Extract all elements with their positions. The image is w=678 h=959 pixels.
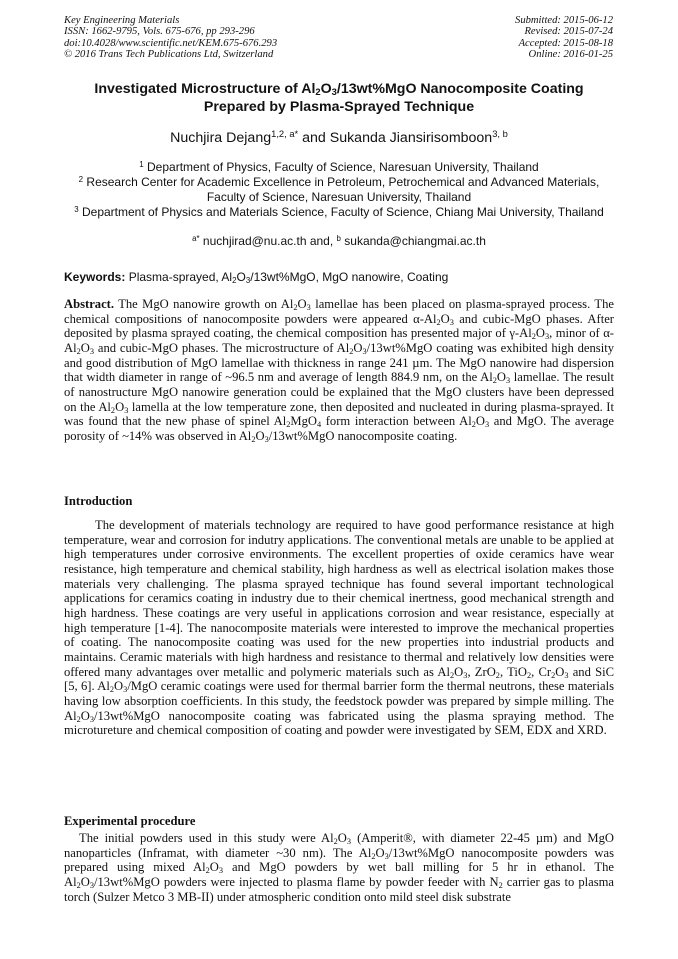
- experimental-heading: Experimental procedure: [64, 814, 196, 828]
- author-1: Nuchjira Dejang: [170, 130, 272, 146]
- author-list: Nuchjira Dejang$^{1,2, a*}$ and Sukanda Jiansirisomboon$^{3, b}$: [170, 129, 508, 146]
- online-date: Online: 2016-01-25: [528, 48, 613, 60]
- publication-dates: [515, 15, 613, 60]
- abstract-label: Abstract.: [64, 297, 115, 311]
- journal-info: [64, 15, 277, 60]
- accepted-date: Accepted: 2015-08-18: [518, 37, 613, 49]
- keywords-label: Keywords:: [64, 270, 126, 284]
- keywords: Keywords: Plasma-sprayed, $Al_2O_3/13wt\%MgO$, MgO nanowire, Coating: [64, 270, 449, 285]
- introduction-heading: Introduction: [64, 494, 133, 508]
- journal-name: Key Engineering Materials: [64, 15, 180, 26]
- revised-date: Revised: 2015-07-24: [524, 26, 613, 38]
- issn: ISSN: 1662-9795, Vols. 675-676, pp 293-296: [64, 26, 255, 38]
- email-b: sukanda@chiangmai.ac.th: [340, 234, 486, 248]
- paper-title: Investigated Microstructure of $Al_2O_3/13wt\%MgO$ Nanocomposite Coating Prepared by Plasma-Sprayed Technique: [94, 81, 584, 115]
- affiliation-2: $^2$ Research Center for Academic Excellence in Petroleum, Petrochemical and Advanced Materials, Faculty of Science, Naresuan University, Thailand: [78, 175, 600, 205]
- abstract: Abstract. The MgO nanowire growth on $Al_2O_3$ lamellae has been placed on plasma-sprayed process. The chemical compositions of nanocomposite powders were appeared $\alpha-Al_2O_3$ and cubic-MgO phases. After deposited by plasma sprayed coating, the chemical composition has presented major of $\gamma-Al_2O_3$, minor of $\alpha-Al_2O_3$ and cubic-MgO phases. The microstructure of $Al_2O_3/13wt\%MgO$ coating was exhibited high density and good distribution of MgO lamellae with thickness in range 241 µm. The MgO nanowire had dispersion that width diameter in range of ~96.5 nm and average of length 884.9 nm, on the $Al_2O_3$ lamellae. The result of nanostructure MgO nanowire generation could be explained that the MgO clusters have been depressed on the $Al_2O_3$ lamella at the low temperature zone, then deposited and nucleated in during plasma-sprayed. It was found that the new phase of spinel $Al_2MgO_4$ form interaction between $Al_2O_3$ and MgO. The average porosity of ~14% was observed in $Al_2O_3/13wt\%MgO$ nanocomposite coating.: [64, 297, 615, 444]
- introduction-paragraph: The development of materials technology are required to have good performance resistance at high temperature, wear and corrosion for indutry applications. The conventional metals are unable to be applied at high temperatures under corrosive environments. The excellent properties of oxide ceramics have wear resistance, high temperature and chemical stability, high hardness as well as electrical isolation makes those materials very challenging. The plasma sprayed technique has found several important technological applications for ceramics coating in industry due to their chemical inertness, good mechanical strength and high hardness. These coatings are very useful in applications corrosion and wear resistance, especially at high temperature [1-4]. The nanocomposite materials were interested to improve the mechanical properties of coating. The nanocomposite coating was used for the new properties into industrial products and maintains. Ceramic materials with high hardness and resistance to thermal and relatively low densities were offered many advantages over metallic and polymeric materials such as $Al_2O_3$, ZrO$_2$, TiO$_2$, $Cr_2O_3$ and SiC [5, 6]. $Al_2O_3$/MgO ceramic coatings were used for thermal barrier form the thermal neutrons, these materials having low absorption coefficients. In this study, the feedstock powder was prepared by simple milling. The $Al_2O_3/13wt\%MgO$ nanocomposite coating was fabricated using the plasma spraying method. The microtureture and chemical composition of coating and powder were investigated by SEM, EDX and XRD.: [64, 518, 615, 738]
- author-2: Sukanda Jiansirisomboon: [329, 130, 493, 146]
- experimental-paragraph: The initial powders used in this study were $Al_2O_3$ (Amperit®, with diameter 22-45 µm) and MgO nanoparticles (Inframat, with diameter ~30 nm). The $Al_2O_3/13wt\%MgO$ nanocomposite powders was prepared using mixed $Al_2O_3$ and MgO powders by wet ball milling for 5 hr in ethanol. The $Al_2O_3/13wt\%MgO$ powders were injected to plasma flame by powder feeder with $N_2$ carrier gas to plasma torch (Sulzer Metco 3 MB-II) under atmospheric condition onto mild steel disk substrate: [64, 831, 614, 904]
- affiliations: [40, 160, 638, 220]
- submitted-date: Submitted: 2015-06-12: [515, 15, 613, 26]
- copyright: © 2016 Trans Tech Publications Ltd, Switzerland: [64, 48, 274, 60]
- email-a: nuchjirad@nu.ac.th and,: [199, 234, 337, 248]
- affiliation-3: $^3$ Department of Physics and Materials Science, Faculty of Science, Chiang Mai University, Thailand: [74, 205, 604, 220]
- doi: doi:10.4028/www.scientific.net/KEM.675-676.293: [64, 37, 278, 49]
- author-emails: $^{a*}$ nuchjirad@nu.ac.th and, $^b$ sukanda@chiangmai.ac.th: [192, 234, 486, 248]
- affiliation-1: $^1$ Department of Physics, Faculty of Science, Naresuan University, Thailand: [139, 160, 539, 174]
